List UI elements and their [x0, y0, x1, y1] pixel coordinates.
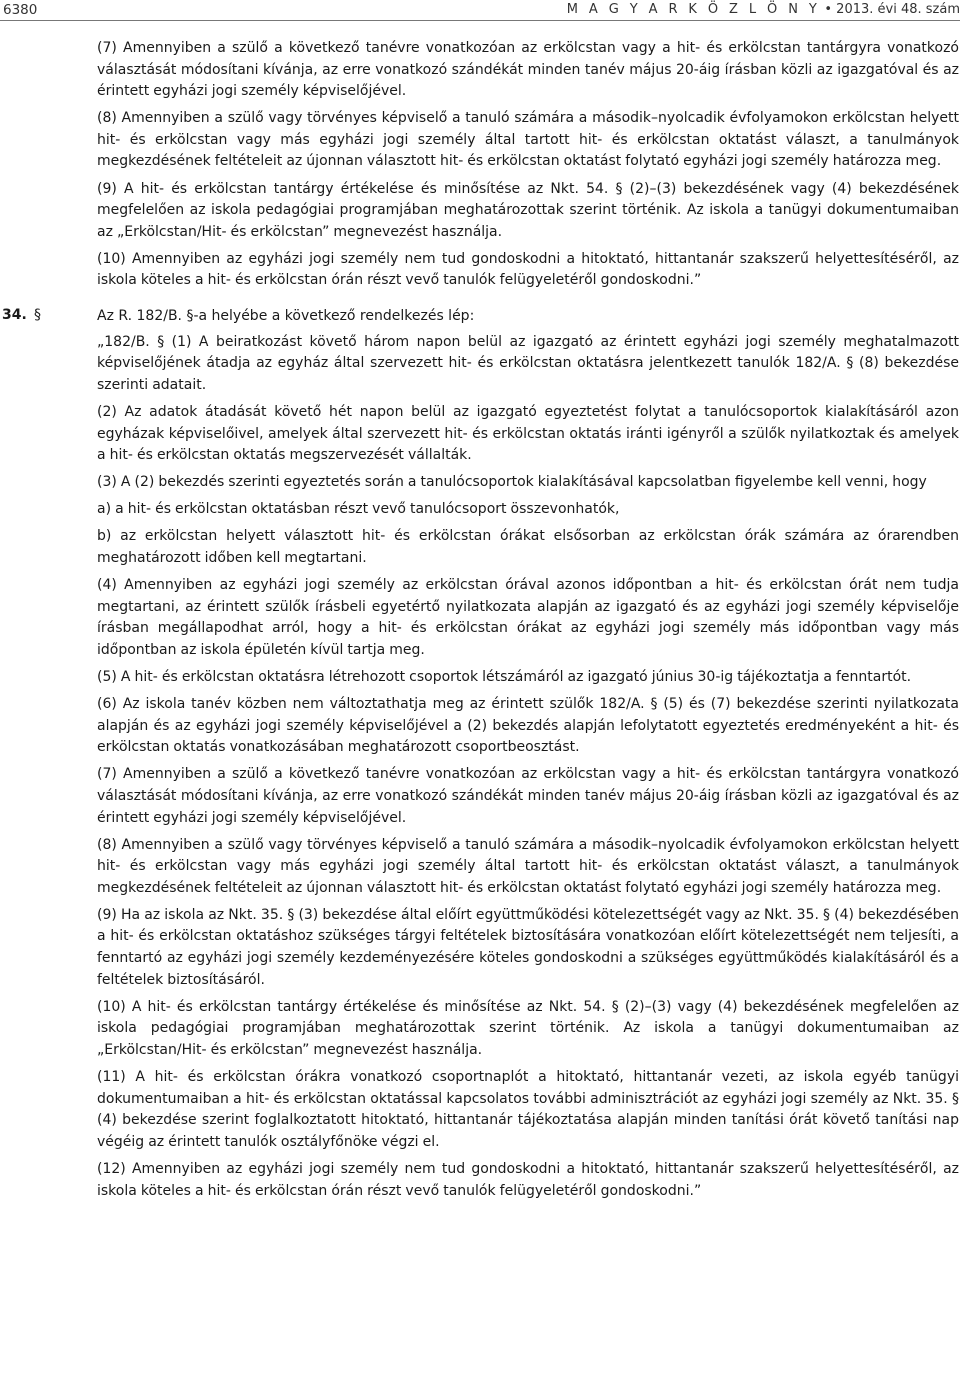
paragraph-182b-12: (12) Amennyiben az egyházi jogi személy nem tud gondoskodni a hitoktató, hittantanár szakszerű helyettesítéséről, az iskola köteles a hit- és erkölcstan órán részt vevő tanulók felügyeletéről gondoskodni.” — [97, 1160, 959, 1199]
paragraph-top-7: (7) Amennyiben a szülő a következő tanévre vonatkozóan az erkölcstan vagy a hit- és erkölcstan tantárgyra vonatkozó választását módosítani kívánja, az erre vonatkozó szándékát minden tanév május 20-áig írásban közli az igazgatóval és az érintett egyházi jogi személy képviselőjével. — [97, 40, 959, 100]
header-separator: • — [824, 2, 833, 17]
section-number: 34. — [2, 307, 27, 324]
paragraph-182b-11: (11) A hit- és erkölcstan órákra vonatkozó csoportnaplót a hitoktató, hittantanár vezeti, az iskola egyéb tanügyi dokumentumaiban a hit- és erkölcstan oktatással kapcsolatos további adminisztrációt az egyházi jogi személy az Nkt. 35. § (4) bekezdése szerint foglalkoztatott hitoktató, hittantanár tájékoztatása alapján minden tanítási órát követő tanítási nap végéig az érintett tanulók osztályfőnöke végzi el. — [97, 1069, 959, 1150]
paragraph-top-8: (8) Amennyiben a szülő vagy törvényes képviselő a tanuló számára a második–nyolcadik évfolyamokon erkölcstan helyett hit- és erkölcstan vagy más egyházi jogi személy által tartott hit- és erkölcstan oktatást választ, a tanulmányok megkezdésének feltételeit az újonnan választott hit- és erkölcstan oktatást folytató egyházi jogi személy határozza meg. — [97, 110, 959, 170]
page-number: 6380 — [3, 2, 38, 18]
paragraph-182b-3a: a) a hit- és erkölcstan oktatásban részt vevő tanulócsoport összevonhatók, — [97, 501, 620, 518]
paragraph-182b-3: (3) A (2) bekezdés szerinti egyeztetés során a tanulócsoportok kialakításával kapcsolatban figyelembe kell venni, hogy — [97, 474, 927, 491]
paragraph-182b-8: (8) Amennyiben a szülő vagy törvényes képviselő a tanuló számára a második–nyolcadik évfolyamokon erkölcstan helyett hit- és erkölcstan vagy más egyházi jogi személy által tartott hit- és erkölcstan oktatást választ, a tanulmányok megkezdésének feltételeit az újonnan választott hit- és erkölcstan oktatást folytató egyházi jogi személy határozza meg. — [97, 836, 959, 896]
paragraph-182b-2: (2) Az adatok átadását követő hét napon belül az igazgató egyeztetést folytat a tanulócsoportok kialakításáról azon egyházak képviselőivel, amelyek által szervezett hit- és erkölcstan oktatás iránti igényről a szülők nyilatkoztak és amelyek a hit- és erkölcstan oktatás megszervezését vállalták. — [97, 403, 959, 464]
paragraph-182b-7: (7) Amennyiben a szülő a következő tanévre vonatkozóan az erkölcstan vagy a hit- és erkölcstan tantárgyra vonatkozó választását módosítani kívánja, az erre vonatkozó szándékát minden tanév május 20-áig írásban közli az igazgatóval és az érintett egyházi jogi személy képviselőjével. — [97, 766, 959, 826]
paragraph-top-10: (10) Amennyiben az egyházi jogi személy nem tud gondoskodni a hitoktató, hittantanár szakszerű helyettesítéséről, az iskola köteles a hit- és erkölcstan órán részt vevő tanulók felügyeletéről gondoskodni.” — [97, 250, 959, 289]
running-header — [567, 1, 960, 19]
header-rule — [0, 20, 960, 21]
issue-number: 2013. évi 48. szám — [836, 2, 960, 17]
amendment-section — [2, 305, 959, 328]
paragraph-182b-5: (5) A hit- és erkölcstan oktatásra létrehozott csoportok létszámáról az igazgató június 30-ig tájékoztatja a fenntartót. — [97, 668, 912, 685]
journal-title: M A G Y A R K Ö Z L Ö N Y — [566, 2, 821, 17]
paragraph-182b-9: (9) Ha az iskola az Nkt. 35. § (3) bekezdése által előírt együttműködési kötelezettségét vagy az Nkt. 35. § (4) bekezdésében a hit- és erkölcstan oktatáshoz szükséges tárgyi feltételek biztosítására vonatkozóan előírt kötelezettségét nem teljesíti, a fenntartó az egyházi jogi személy kezdeményezésére köteles gondoskodni a szükséges együttműködés kialakításáról és a feltételek biztosításáról. — [97, 906, 959, 988]
amendment-intro: Az R. 182/B. §-a helyébe a következő rendelkezés lép: — [97, 308, 475, 325]
paragraph-182b-6: (6) Az iskola tanév közben nem változtathatja meg az érintett szülők 182/A. § (5) és (7) bekezdése szerinti nyilatkozata alapján és az egyházi jogi személy képviselőjével a (2) bekezdés alapján lefolytatott egyeztetés eredményeként a hit- és erkölcstan oktatás vonatkozásában meghatározott csoportbeosztást. — [97, 696, 959, 756]
paragraph-182b-4: (4) Amennyiben az egyházi jogi személy az erkölcstan órával azonos időpontban a hit- és erkölcstan órát nem tudja megtartani, az érintett szülők írásbeli egyetértő nyilatkozata alapján az igazgató és az egyházi jogi személy képviselője írásban megállapodhat arról, hogy a hit- és erkölcstan órákat az egyházi jogi személy más időpontban vagy más időpontban az iskola épületén kívül tartja meg. — [97, 577, 959, 658]
paragraph-top-9: (9) A hit- és erkölcstan tantárgy értékelése és minősítése az Nkt. 54. § (2)–(3) bekezdésének vagy (4) bekezdésének megfelelően az iskola pedagógiai programjában meghatározottak szerint történik. Az iskola a tanügyi dokumentumaiban az „Erkölcstan/Hit- és erkölcstan” megnevezést használja. — [97, 180, 959, 240]
paragraph-182b-10: (10) A hit- és erkölcstan tantárgy értékelése és minősítése az Nkt. 54. § (2)–(3) vagy (4) bekezdésének megfelelően az iskola pedagógiai programjában meghatározottak szerint történik. Az iskola a tanügyi dokumentumaiban az „Erkölcstan/Hit- és erkölcstan” megnevezést használja. — [97, 998, 959, 1058]
document-body — [2, 38, 959, 1208]
paragraph-182b-1: „182/B. § (1) A beiratkozást követő három napon belül az igazgató az érintett egyházi jogi személy meghatalmazott képviselőjének átadja az egyház által szervezett hit- és erkölcstan oktatásra jelentkezett tanulók 182/A. § (8) bekezdése szerinti adatait. — [97, 333, 959, 393]
paragraph-182b-3b: b) az erkölcstan helyett választott hit- és erkölcstan órákat elsősorban az erkölcstan órák számára az órarendben meghatározott időben kell megtartani. — [97, 528, 959, 566]
section-sign: § — [34, 307, 41, 324]
